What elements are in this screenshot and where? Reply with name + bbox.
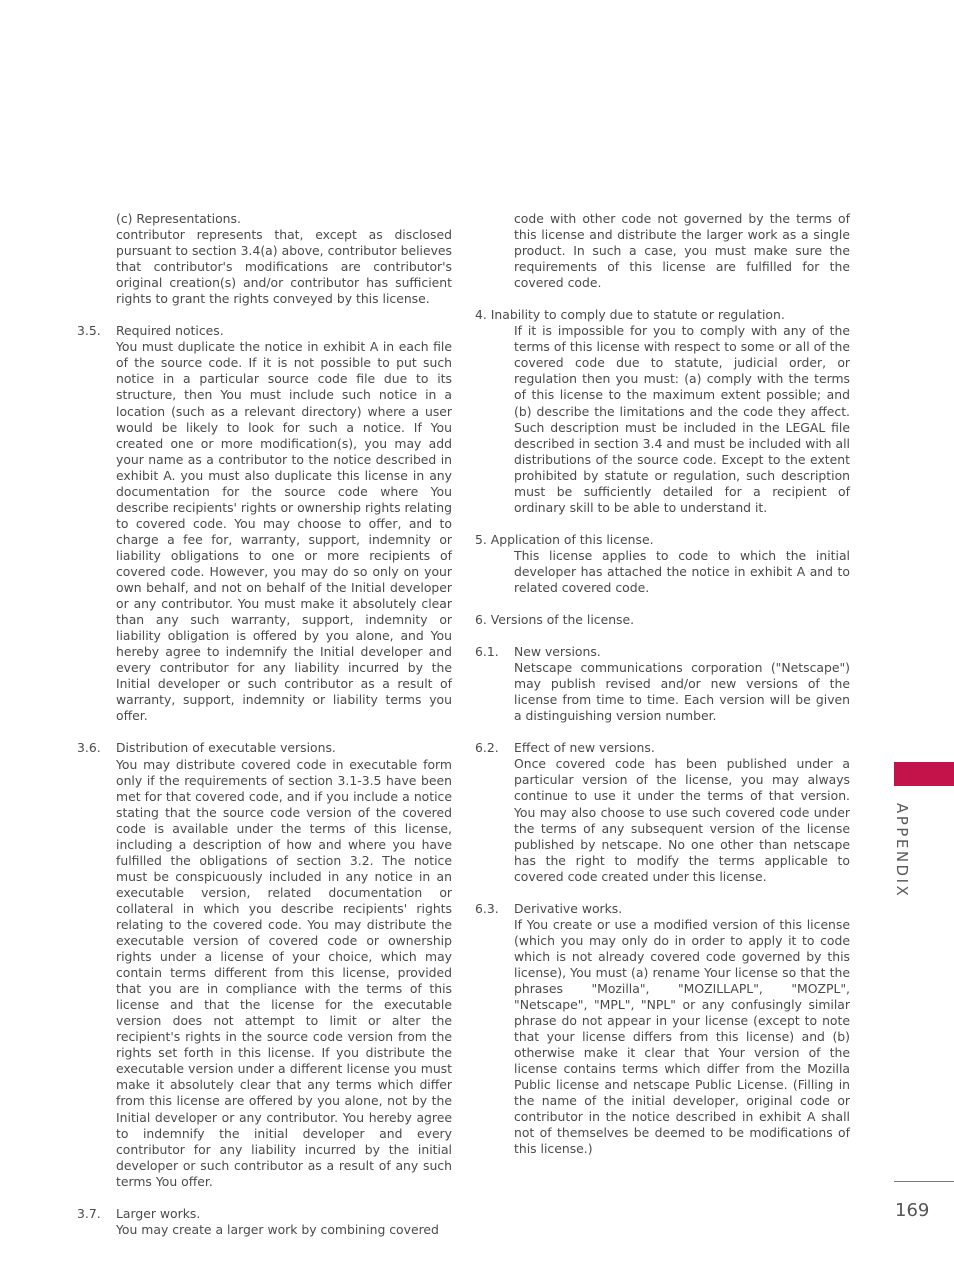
- section-3-7: [77, 1206, 452, 1238]
- section-body: Once covered code has been published under a particular version of the license, you may always continue to use it under the terms of that version. You may also choose to use such covered code under the terms of any subsequent version of the license published by netscape. No one other than netscape has the right to modify the terms applicable to covered code created under this license.: [514, 756, 850, 884]
- section-3-5: [77, 323, 452, 724]
- page-number-rule: [894, 1181, 954, 1182]
- section-body: Netscape communications corporation ("Netscape") may publish revised and/or new versions of the license from time to time. Each version will be given a distinguishing version number.: [514, 660, 850, 724]
- section-heading: 4. Inability to comply due to statute or regulation.: [475, 307, 785, 323]
- section-number: 6.3.: [475, 900, 499, 916]
- appendix-label: APPENDIX: [893, 803, 911, 899]
- appendix-tab-marker: [894, 762, 954, 786]
- section-6-3: [475, 901, 850, 1158]
- section-number: 6.1.: [475, 644, 499, 660]
- page-number: 169: [895, 1200, 930, 1221]
- section-heading: Larger works.: [116, 1205, 201, 1221]
- section-heading: Derivative works.: [514, 900, 623, 916]
- section-6: [475, 612, 850, 628]
- section-number: 3.5.: [77, 323, 101, 339]
- section-body: You must duplicate the notice in exhibit A in each file of the source code. If it is not possible to put such notice in a particular source code file due to its structure, then You must include such notice in a location (such as a relevant directory) where a user would be likely to look for such a notice. If You created one or more modification(s), you may add your name as a contributor to the notice described in exhibit A. you must also duplicate this license in any documentation for the source code where You describe recipients' rights or ownership rights relating to covered code. You may choose to offer, and to charge a fee for, warranty, support, indemnity or liability obligations to one or more recipients of covered code. However, you may do so only on your own behalf, and not on behalf of the Initial developer or any contributor. You must make it absolutely clear than any such warranty, support, indemnity or liability obligation is offered by you alone, and You hereby agree to indemnify the Initial developer and every contributor for any liability incurred by the Initial developer or such contributor as a result of warranty, support, indemnity or liability terms you offer.: [116, 339, 452, 724]
- section-heading: 6. Versions of the license.: [475, 612, 635, 628]
- section-heading: Distribution of executable versions.: [116, 740, 336, 756]
- section-6-2: [475, 740, 850, 884]
- right-column: [475, 211, 850, 1173]
- section-number: 6.2.: [475, 740, 499, 756]
- section-6-1: [475, 644, 850, 724]
- section-body: This license applies to code to which the initial developer has attached the notice in exhibit A and to related covered code.: [514, 547, 850, 595]
- section-heading: 5. Application of this license.: [475, 531, 654, 547]
- section-body: You may create a larger work by combining covered: [116, 1221, 439, 1237]
- section-body: You may distribute covered code in executable form only if the requirements of section 3.1-3.5 have been met for that covered code, and if you include a notice stating that the source code version of the covered code is available under the terms of this license, including a description of how and where you have fulfilled the obligations of section 3.2. The notice must be conspicuously included in any notice in an executable version, related documentation or collateral in which you describe recipients' rights relating to the covered code. You may distribute the executable version of covered code or ownership rights under a license of your choice, which may contain terms different from this license, provided that you are in compliance with the terms of this license and that the license for the executable version does not attempt to limit or alter the recipient's rights in the source code version from the rights set forth in this license. If you distribute the executable version under a different license you must make it absolutely clear that any terms which differ from this license are offered by you alone, not by the Initial developer or any contributor. You hereby agree to indemnify the initial developer and every contributor for any liability incurred by the initial developer or such contributor as a result of any such terms You offer.: [116, 756, 452, 1189]
- section-3-6: [77, 740, 452, 1189]
- section-number: 3.7.: [77, 1205, 101, 1221]
- section-heading: Effect of new versions.: [514, 740, 655, 756]
- section-4: [475, 307, 850, 516]
- section-heading: New versions.: [514, 644, 601, 660]
- section-heading: Required notices.: [116, 323, 224, 339]
- section-body: contributor represents that, except as disclosed pursuant to section 3.4(a) above, contributor believes that contributor's modifications are contributor's original creation(s) and/or contributor has sufficient rights to grant the rights conveyed by this license.: [116, 227, 452, 307]
- section-body: If it is impossible for you to comply with any of the terms of this license with respect to some or all of the covered code due to statute, judicial order, or regulation then you must: (a) comply with the terms of this license to the maximum extent possible; and (b) describe the limitations and the code they affect. Such description must be included in the LEGAL file described in section 3.4 and must be included with all distributions of the source code. Except to the extent prohibited by statute or regulation, such description must be sufficiently detailed for a recipient of ordinary skill to be able to understand it.: [514, 323, 850, 515]
- section-body: code with other code not governed by the terms of this license and distribute the larger work as a single product. In such a case, you must make sure the requirements of this license are fulfilled for the covered code.: [514, 211, 850, 291]
- section-body: If You create or use a modified version of this license (which you may only do in order to apply it to code which is not already covered code governed by this license), You must (a) rename Your license so that the phrases "Mozilla", "MOZILLAPL", "MOZPL", "Netscape", "MPL", "NPL" or any confusingly similar phrase do not appear in your license (except to note that your license differs from this license) and (b) otherwise make it clear that Your version of the license contains terms which differ from the Mozilla Public license and netscape Public License. (Filling in the name of the initial developer, original code or contributor in the notice described in exhibit A shall not of themselves be deemed to be modifications of this license.): [514, 916, 850, 1157]
- section-number: 3.6.: [77, 740, 101, 756]
- section-3-7-continued: [475, 211, 850, 291]
- section-5: [475, 532, 850, 596]
- left-column: [77, 211, 452, 1254]
- section-heading: (c) Representations.: [116, 211, 241, 226]
- section-representations: [77, 211, 452, 307]
